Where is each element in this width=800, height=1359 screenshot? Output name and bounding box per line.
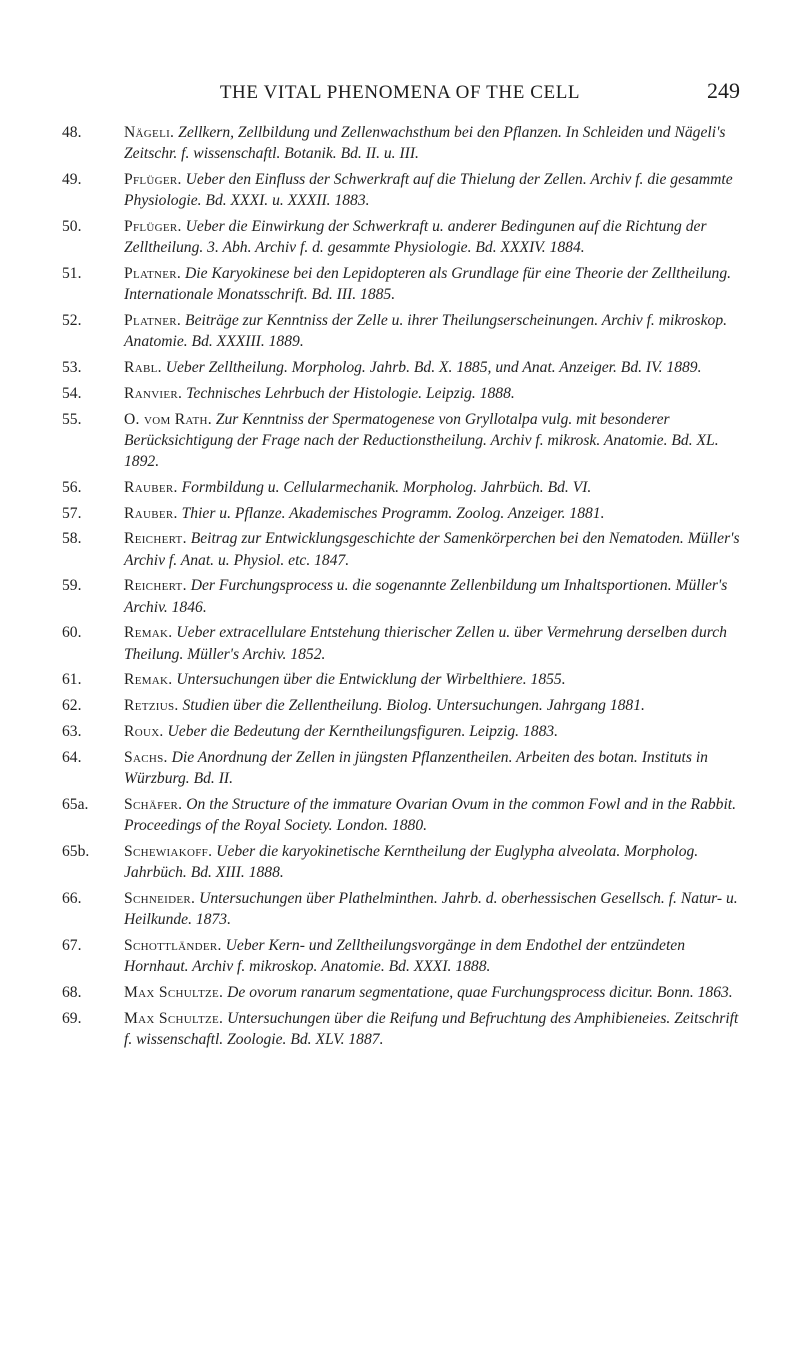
reference-author: Rabl. <box>124 359 162 376</box>
reference-author: Platner. <box>124 265 182 282</box>
page-number: 249 <box>707 78 740 103</box>
reference-citation: Studien über die Zellentheilung. Biolog. Untersuchungen. Jahrgang 1881. <box>182 697 645 715</box>
reference-citation: On the Structure of the immature Ovarian Ovum in the common Fowl and in the Rabbit. Proceedings of the Royal Society. London. 1880. <box>124 795 737 834</box>
reference-number: 53. <box>62 359 82 376</box>
reference-number: 55. <box>62 410 82 428</box>
reference-citation: Ueber Kern- und Zelltheilungsvorgänge in dem Endothel der entzündeten Hornhaut. Archiv f. mikroskop. Anatomie. Bd. XXXI. 1888. <box>124 936 686 975</box>
reference-entry <box>62 263 744 305</box>
reference-list <box>62 122 744 1055</box>
reference-entry <box>62 409 744 473</box>
reference-number: 64. <box>62 748 82 766</box>
reference-author: Retzius. <box>124 697 179 715</box>
reference-author: Schneider. <box>124 889 196 907</box>
reference-author: Reichert. <box>124 577 187 595</box>
reference-entry <box>62 357 744 378</box>
reference-citation: Beiträge zur Kenntniss der Zelle u. ihrer Theilungserscheinungen. Archiv f. mikroskop. Anatomie. Bd. XXXIII. 1889. <box>124 312 728 351</box>
reference-author: Schäfer. <box>124 795 183 813</box>
reference-author: Platner. <box>124 312 182 329</box>
reference-number: 56. <box>62 478 82 496</box>
reference-author: Remak. <box>124 624 173 642</box>
reference-entry <box>62 477 744 498</box>
reference-citation: Formbildung u. Cellularmechanik. Morpholog. Jahrbüch. Bd. VI. <box>181 478 592 496</box>
reference-citation: Ueber den Einfluss der Schwerkraft auf die Thielung der Zellen. Archiv f. die gesammte Physiologie. Bd. XXXI. u. XXXII. 1883. <box>124 171 733 210</box>
reference-citation: Ueber die Einwirkung der Schwerkraft u. anderer Bedingunen auf die Richtung der Zelltheilung. 3. Abh. Archiv f. d. gesammte Physiologie. Bd. XXXIV. 1884. <box>124 218 707 257</box>
reference-entry <box>62 622 744 664</box>
reference-number: 69. <box>62 1009 82 1027</box>
reference-citation: Untersuchungen über die Entwicklung der Wirbelthiere. 1855. <box>176 671 566 689</box>
reference-entry <box>62 528 744 570</box>
reference-citation: Untersuchungen über die Reifung und Befruchtung des Amphibieneies. Zeitschrift f. wissenschaftl. Zoologie. Bd. XLV. 1887. <box>124 1009 739 1048</box>
reference-entry <box>62 747 744 789</box>
reference-entry <box>62 575 744 617</box>
reference-entry <box>62 935 744 977</box>
reference-author: Schewiakoff. <box>124 842 213 860</box>
reference-number: 68. <box>62 983 82 1001</box>
reference-entry <box>62 216 744 258</box>
reference-entry <box>62 721 744 742</box>
reference-number: 51. <box>62 265 82 282</box>
reference-entry <box>62 383 744 404</box>
reference-entry <box>62 794 744 836</box>
reference-citation: Ueber die Bedeutung der Kerntheilungsfiguren. Leipzig. 1883. <box>167 722 559 740</box>
reference-citation: Die Anordnung der Zellen in jüngsten Pflanzentheilen. Arbeiten des botan. Instituts in Würzburg. Bd. II. <box>124 748 708 787</box>
reference-author: Max Schultze. <box>124 1009 224 1027</box>
reference-citation: Technisches Lehrbuch der Histologie. Leipzig. 1888. <box>186 384 515 402</box>
reference-author: Max Schultze. <box>124 983 224 1001</box>
reference-number: 65b. <box>62 842 90 860</box>
reference-number: 66. <box>62 889 82 907</box>
reference-number: 63. <box>62 722 82 740</box>
reference-number: 61. <box>62 671 82 689</box>
reference-entry <box>62 1008 744 1050</box>
reference-citation: Die Karyokinese bei den Lepidopteren als Grundlage für eine Theorie der Zelltheilung. Internationale Monatsschrift. Bd. III. 1885. <box>124 265 732 304</box>
reference-entry <box>62 841 744 883</box>
reference-entry <box>62 888 744 930</box>
reference-author: Nägeli. <box>124 124 175 141</box>
reference-number: 65a. <box>62 795 89 813</box>
reference-author: Remak. <box>124 671 173 689</box>
reference-citation: Zellkern, Zellbildung und Zellenwachsthum bei den Pflanzen. In Schleiden und Nägeli's Zeitschr. f. wissenschaftl. Botanik. Bd. II. u. III. <box>124 124 726 163</box>
reference-author: Reichert. <box>124 530 187 548</box>
reference-author: Pflüger. <box>124 218 182 235</box>
reference-entry <box>62 503 744 524</box>
reference-citation: Thier u. Pflanze. Akademisches Programm. Zoolog. Anzeiger. 1881. <box>181 504 605 522</box>
reference-number: 62. <box>62 697 82 715</box>
running-title: THE VITAL PHENOMENA OF THE CELL <box>219 82 581 103</box>
reference-citation: Untersuchungen über Plathelminthen. Jahrb. d. oberhessischen Gesellsch. f. Natur- u. Heilkunde. 1873. <box>124 889 738 928</box>
reference-citation: Beitrag zur Entwicklungsgeschichte der Samenkörperchen bei den Nematoden. Müller's Archiv f. Anat. u. Physiol. etc. 1847. <box>124 530 740 569</box>
reference-entry <box>62 982 744 1003</box>
reference-author: Rauber. <box>124 504 178 522</box>
reference-number: 50. <box>62 218 82 235</box>
reference-entry <box>62 310 744 352</box>
reference-author: Roux. <box>124 722 164 740</box>
reference-number: 67. <box>62 936 82 954</box>
reference-citation: De ovorum ranarum segmentatione, quae Furchungsprocess dicitur. Bonn. 1863. <box>227 983 733 1001</box>
reference-author: Pflüger. <box>124 171 182 188</box>
reference-entry <box>62 669 744 690</box>
reference-entry <box>62 122 744 164</box>
reference-entry <box>62 695 744 716</box>
reference-author: Ranvier. <box>124 384 183 402</box>
reference-number: 57. <box>62 504 82 522</box>
reference-number: 58. <box>62 530 82 548</box>
reference-number: 52. <box>62 312 82 329</box>
reference-number: 49. <box>62 171 82 188</box>
reference-citation: Der Furchungsprocess u. die sogenannte Zellenbildung um Inhaltsportionen. Müller's Archiv. 1846. <box>124 577 728 616</box>
reference-number: 48. <box>62 124 82 141</box>
reference-citation: Ueber die karyokinetische Kerntheilung der Euglypha alveolata. Morpholog. Jahrbüch. Bd. XIII. 1888. <box>124 842 699 881</box>
reference-author: Schottländer. <box>124 936 222 954</box>
reference-author: O. vom Rath. <box>124 410 212 428</box>
reference-entry <box>62 169 744 211</box>
reference-number: 59. <box>62 577 82 595</box>
reference-number: 54. <box>62 384 82 402</box>
reference-citation: Ueber Zelltheilung. Morpholog. Jahrb. Bd. X. 1885, und Anat. Anzeiger. Bd. IV. 1889. <box>165 359 702 376</box>
page-header <box>60 78 740 108</box>
reference-author: Rauber. <box>124 478 178 496</box>
reference-author: Sachs. <box>124 748 168 766</box>
reference-citation: Zur Kenntniss der Spermatogenese von Gryllotalpa vulg. mit besonderer Berücksichtigung der Frage nach der Reductionstheilung. Archiv f. mikrosk. Anatomie. Bd. XL. 1892. <box>124 410 719 470</box>
reference-citation: Ueber extracellulare Entstehung thierischer Zellen u. über Vermehrung derselben durch Theilung. Müller's Archiv. 1852. <box>124 624 727 663</box>
reference-number: 60. <box>62 624 82 642</box>
